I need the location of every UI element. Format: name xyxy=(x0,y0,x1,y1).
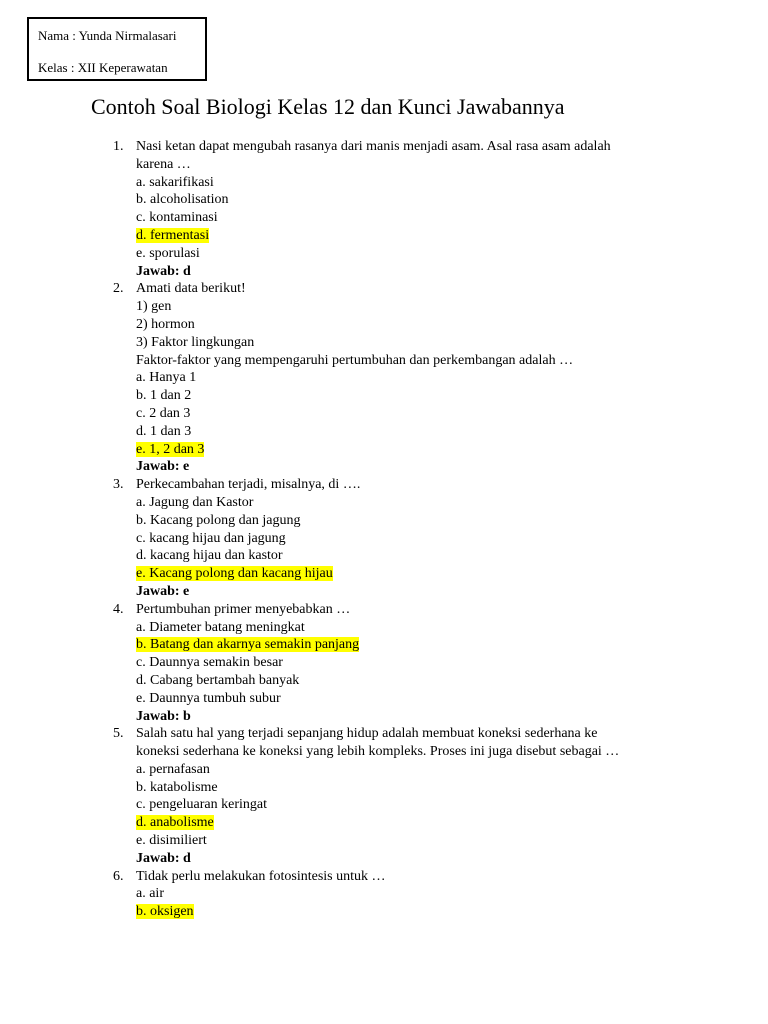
answer-option xyxy=(136,209,676,227)
answer-option xyxy=(136,636,676,654)
option-text: c. 2 dan 3 xyxy=(136,405,191,421)
question-item xyxy=(0,868,768,921)
option-text: d. Cabang bertambah banyak xyxy=(136,672,300,688)
question-text: Perkecambahan terjadi, misalnya, di …. xyxy=(136,477,361,493)
question-text: 3) Faktor lingkungan xyxy=(136,334,255,350)
answer-option xyxy=(136,191,676,209)
answer-option xyxy=(136,832,676,850)
answer-option xyxy=(136,761,676,779)
highlighted-correct-option: b. Batang dan akarnya semakin panjang xyxy=(136,637,360,653)
option-text: b. katabolisme xyxy=(136,779,218,795)
option-text: a. Hanya 1 xyxy=(136,370,197,386)
question-body xyxy=(136,725,676,867)
answer-option xyxy=(136,369,676,387)
answer-key: Jawab: d xyxy=(136,850,191,866)
option-text: b. Kacang polong dan jagung xyxy=(136,512,301,528)
highlighted-correct-option: d. anabolisme xyxy=(136,815,214,831)
question-number: 3. xyxy=(113,477,124,493)
question-text: Amati data berikut! xyxy=(136,281,246,297)
question-number: 5. xyxy=(113,726,124,742)
option-text: e. sporulasi xyxy=(136,245,200,261)
answer-key: Jawab: e xyxy=(136,459,190,475)
option-text: d. kacang hijau dan kastor xyxy=(136,548,283,564)
question-body xyxy=(136,601,676,726)
answer-option xyxy=(136,245,676,263)
student-class: Kelas : XII Keperawatan xyxy=(38,60,168,75)
highlighted-correct-option: b. oksigen xyxy=(136,904,194,920)
answer-option xyxy=(136,530,676,548)
answer-option xyxy=(136,903,676,921)
answer-option xyxy=(136,494,676,512)
option-text: d. 1 dan 3 xyxy=(136,423,192,439)
question-item xyxy=(0,601,768,726)
question-text: 2) hormon xyxy=(136,316,195,332)
question-text: karena … xyxy=(136,156,191,172)
option-text: a. sakarifikasi xyxy=(136,174,214,190)
option-text: a. air xyxy=(136,886,164,902)
student-name: Nama : Yunda Nirmalasari xyxy=(38,28,177,43)
highlighted-correct-option: e. 1, 2 dan 3 xyxy=(136,441,205,457)
question-list xyxy=(0,138,768,921)
question-text: 1) gen xyxy=(136,299,172,315)
question-item xyxy=(0,476,768,601)
highlighted-correct-option: d. fermentasi xyxy=(136,227,210,243)
question-body xyxy=(136,138,676,280)
highlighted-correct-option: e. Kacang polong dan kacang hijau xyxy=(136,566,333,582)
question-text: Nasi ketan dapat mengubah rasanya dari manis menjadi asam. Asal rasa asam adalah xyxy=(136,139,611,154)
answer-key: Jawab: d xyxy=(136,263,191,279)
answer-option xyxy=(136,441,676,459)
question-number: 4. xyxy=(113,601,124,617)
answer-option xyxy=(136,814,676,832)
option-text: c. kontaminasi xyxy=(136,210,218,226)
answer-option xyxy=(136,387,676,405)
option-text: a. pernafasan xyxy=(136,761,210,777)
question-body xyxy=(136,868,676,921)
answer-option xyxy=(136,174,676,192)
option-text: e. Daunnya tumbuh subur xyxy=(136,690,281,706)
question-text: Pertumbuhan primer menyebabkan … xyxy=(136,601,351,617)
answer-option xyxy=(136,423,676,441)
answer-option xyxy=(136,619,676,637)
question-item xyxy=(0,138,768,280)
option-text: c. Daunnya semakin besar xyxy=(136,655,283,671)
question-text: Salah satu hal yang terjadi sepanjang hidup adalah membuat koneksi sederhana ke xyxy=(136,726,598,742)
question-number: 2. xyxy=(113,281,124,297)
question-text: Faktor-faktor yang mempengaruhi pertumbuhan dan perkembangan adalah … xyxy=(136,352,574,368)
answer-option xyxy=(136,227,676,245)
answer-option xyxy=(136,405,676,423)
question-text: koneksi sederhana ke koneksi yang lebih kompleks. Proses ini juga disebut sebagai … xyxy=(136,744,620,760)
option-text: a. Jagung dan Kastor xyxy=(136,494,254,510)
option-text: e. disimiliert xyxy=(136,833,207,849)
option-text: a. Diameter batang meningkat xyxy=(136,619,305,635)
question-text: Tidak perlu melakukan fotosintesis untuk … xyxy=(136,868,386,884)
question-body xyxy=(136,476,676,601)
answer-option xyxy=(136,565,676,583)
answer-option xyxy=(136,796,676,814)
option-text: b. alcoholisation xyxy=(136,192,229,208)
document-title: Contoh Soal Biologi Kelas 12 dan Kunci Jawabannya xyxy=(91,94,565,119)
question-item xyxy=(0,280,768,476)
question-number: 1. xyxy=(113,139,124,154)
answer-key: Jawab: e xyxy=(136,583,190,599)
answer-option xyxy=(136,779,676,797)
question-body xyxy=(136,280,676,476)
answer-option xyxy=(136,672,676,690)
student-info-box xyxy=(27,17,207,81)
question-number: 6. xyxy=(113,868,124,884)
answer-option xyxy=(136,547,676,565)
option-text: b. 1 dan 2 xyxy=(136,388,192,404)
option-text: c. kacang hijau dan jagung xyxy=(136,530,286,546)
answer-option xyxy=(136,512,676,530)
answer-option xyxy=(136,885,676,903)
answer-option xyxy=(136,654,676,672)
question-item xyxy=(0,725,768,867)
option-text: c. pengeluaran keringat xyxy=(136,797,267,813)
answer-key: Jawab: b xyxy=(136,708,191,724)
answer-option xyxy=(136,690,676,708)
